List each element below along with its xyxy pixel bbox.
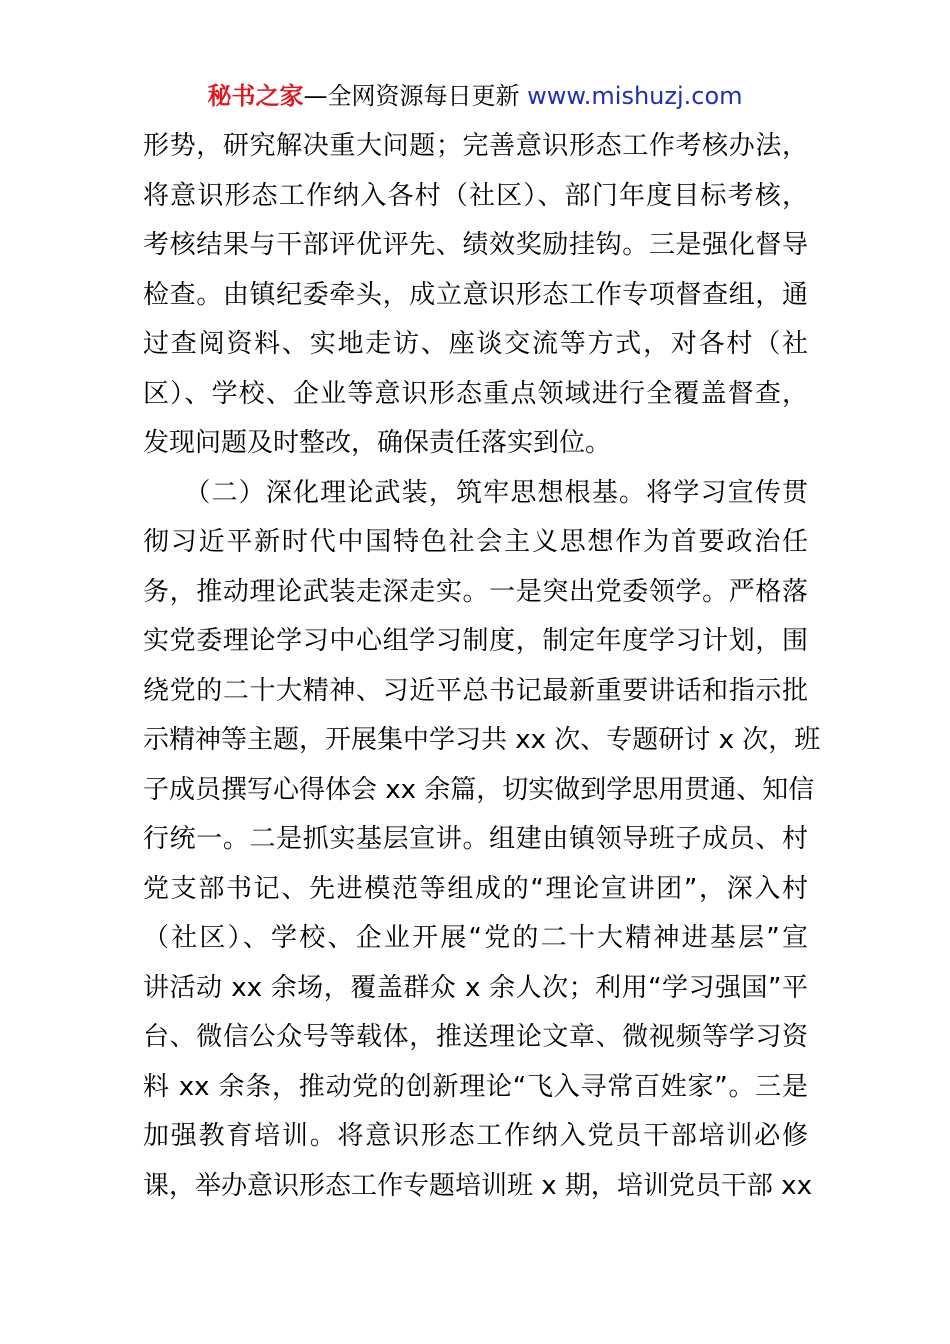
- body-line: 绕党的二十大精神、习近平总书记最新重要讲话和指示批: [143, 675, 808, 706]
- body-line: 料 xx 余条，推动党的创新理论“飞入寻常百姓家”。三是: [143, 1071, 808, 1102]
- site-tagline: —全网资源每日更新: [303, 82, 528, 110]
- body-line: 讲活动 xx 余场，覆盖群众 x 余人次；利用“学习强国”平: [143, 972, 808, 1003]
- site-brand: 秘书之家: [207, 82, 304, 110]
- site-header: [0, 80, 950, 112]
- body-line: 实党委理论学习中心组学习制度，制定年度学习计划，围: [143, 626, 808, 656]
- paragraph-end-line: 发现问题及时整改，确保责任落实到位。: [143, 428, 612, 458]
- body-line: （社区）、学校、企业开展“党的二十大精神进基层”宣: [143, 923, 808, 953]
- body-line: 行统一。二是抓实基层宣讲。组建由镇领导班子成员、村: [143, 824, 808, 854]
- body-line: 台、微信公众号等载体，推送理论文章、微视频等学习资: [143, 1022, 808, 1052]
- body-line: 务，推动理论武装走深走实。一是突出党委领学。严格落: [143, 576, 808, 607]
- body-line: 课，举办意识形态工作专题培训班 x 期，培训党员干部 xx: [143, 1170, 812, 1201]
- body-line: 示精神等主题，开展集中学习共 xx 次、专题研讨 x 次，班: [143, 725, 821, 755]
- body-line: 加强教育培训。将意识形态工作纳入党员干部培训必修: [143, 1121, 808, 1151]
- body-line: 形势，研究解决重大问题；完善意识形态工作考核办法，: [143, 131, 808, 161]
- site-url[interactable]: www.mishuzj.com: [527, 82, 743, 110]
- body-line: 子成员撰写心得体会 xx 余篇，切实做到学思用贯通、知信: [143, 774, 815, 805]
- body-line: 考核结果与干部评优评先、绩效奖励挂钩。三是强化督导: [143, 230, 808, 260]
- body-line: 区）、学校、企业等意识形态重点领域进行全覆盖督查，: [143, 378, 808, 409]
- section-heading-line: （二）深化理论武装，筑牢思想根基。将学习宣传贯: [143, 477, 808, 508]
- body-line: 彻习近平新时代中国特色社会主义思想作为首要政治任: [143, 527, 808, 557]
- body-line: 将意识形态工作纳入各村（社区）、部门年度目标考核，: [143, 180, 808, 211]
- document-body: [143, 122, 821, 1211]
- body-line: 检查。由镇纪委牵头，成立意识形态工作专项督查组，通: [143, 279, 808, 310]
- body-line: 党支部书记、先进模范等组成的“理论宣讲团”，深入村: [143, 873, 808, 904]
- body-line: 过查阅资料、实地走访、座谈交流等方式，对各村（社: [143, 329, 808, 359]
